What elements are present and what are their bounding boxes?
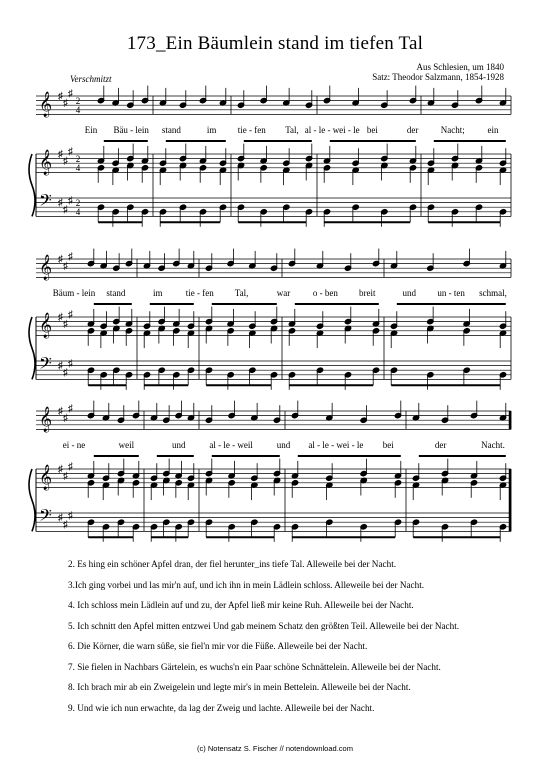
sharp-sign: ♯ <box>68 251 73 263</box>
verse-8: 8. Ich brach mir ab ein Zweigelein und legte mir's in mein Bettelein. Alleweile bei der Nacht. <box>68 682 411 692</box>
verse-7: 7. Sie fielen in Nachbars Gärtelein, es wuchs'n ein Paar schöne Schnättelein. Alleweile bei der Nacht. <box>68 661 441 672</box>
origin-credit: Aus Schlesien, um 1840 <box>416 62 504 72</box>
sharp-sign: ♯ <box>68 195 73 207</box>
verse-9: 9. Und wie ich nun erwachte, da lag der Zweig und lachte. Alleweile bei der Nacht. <box>68 702 375 713</box>
lyric-syllable: im <box>206 125 217 135</box>
piano-brace <box>29 154 35 216</box>
sharp-sign: ♯ <box>63 470 68 482</box>
lyric-syllable: Bäum - lein <box>52 288 96 298</box>
time-signature-bottom: 4 <box>75 207 81 217</box>
sharp-sign: ♯ <box>58 197 63 209</box>
sharp-sign: ♯ <box>68 88 73 100</box>
sharp-sign: ♯ <box>68 510 73 522</box>
verse-4: 4. Ich schloss mein Lädlein auf und zu, der Apfel ließ mir keine Ruh. Alleweile bei der Nacht. <box>68 600 414 610</box>
lyric-syllable: und <box>402 288 416 298</box>
sharp-sign: ♯ <box>63 519 68 531</box>
lyric-syllable: breit <box>359 288 376 298</box>
time-signature-bottom: 4 <box>75 163 81 173</box>
lyric-syllable: stand <box>161 125 181 135</box>
sharp-sign: ♯ <box>63 155 68 167</box>
sharp-sign: ♯ <box>58 254 63 265</box>
lyric-syllable: ei - ne <box>62 440 86 450</box>
sharp-sign: ♯ <box>58 312 63 323</box>
verse-6: 6. Die Körner, die warn süße, sie fiel'n mir vor die Füße. Alleweile bei der Nacht. <box>68 641 368 651</box>
lyric-syllable: weil <box>118 440 135 450</box>
lyric-syllable: al - le - wei - le <box>308 440 364 450</box>
lyric-syllable: im <box>153 288 163 298</box>
arrangement-credit: Satz: Theodor Salzmann, 1854-1928 <box>372 72 504 82</box>
sharp-sign: ♯ <box>58 464 63 475</box>
verse-2: 2. Es hing ein schöner Apfel dran, der fiel herunter_ins tiefe Tal. Alleweile bei der Nacht. <box>68 559 397 569</box>
sharp-sign: ♯ <box>58 91 63 102</box>
sharp-sign: ♯ <box>63 367 68 379</box>
sharp-sign: ♯ <box>68 403 73 415</box>
sharp-sign: ♯ <box>63 97 68 109</box>
lyric-syllable: Nacht. <box>481 440 505 450</box>
page-title: 173_Ein Bäumlein stand im tiefen Tal <box>126 33 424 54</box>
bass-clef: 𝄢 <box>39 192 52 214</box>
lyric-syllable: al - le - weil <box>209 440 253 450</box>
sharp-sign: ♯ <box>63 204 68 216</box>
lyric-syllable: Tal, <box>234 288 249 298</box>
lyric-syllable: Ein <box>84 125 98 135</box>
copyright-footer: (c) Notensatz S. Fischer // notendownload.com <box>197 744 353 753</box>
lyric-syllable: und <box>276 440 291 450</box>
verse-5: 5. Ich schnitt den Apfel mitten entzwei Und gab meinem Schatz den größten Teil. Alleweile bei der Nacht. <box>68 620 460 631</box>
lyric-syllable: stand <box>106 288 126 298</box>
time-signature-bottom: 4 <box>75 105 81 115</box>
lyric-syllable: Tal, <box>285 125 299 135</box>
lyric-syllable: bei <box>366 125 378 135</box>
bass-clef: 𝄢 <box>39 355 52 377</box>
treble-clef: 𝄞 <box>39 254 53 279</box>
time-signature-top: 2 <box>75 198 81 208</box>
lyric-syllable: und <box>172 440 186 450</box>
lyric-syllable: o - ben <box>312 288 338 298</box>
sharp-sign: ♯ <box>58 512 63 524</box>
sharp-sign: ♯ <box>68 146 73 158</box>
lyric-syllable: der <box>406 125 419 135</box>
lyric-syllable: ein <box>487 125 499 135</box>
treble-clef: 𝄞 <box>39 91 53 116</box>
treble-clef: 𝄞 <box>39 312 53 337</box>
sharp-sign: ♯ <box>68 461 73 473</box>
sharp-sign: ♯ <box>63 412 68 424</box>
verse-list <box>68 558 508 722</box>
sharp-sign: ♯ <box>68 309 73 321</box>
sharp-sign: ♯ <box>63 318 68 330</box>
sharp-sign: ♯ <box>58 360 63 372</box>
lyric-syllable: der <box>434 440 447 450</box>
lyric-syllable: bei <box>382 440 394 450</box>
sharp-sign: ♯ <box>68 358 73 370</box>
treble-clef: 𝄞 <box>39 464 53 489</box>
lyric-syllable: tie - fen <box>185 288 214 298</box>
lyric-syllable: tie - fen <box>237 125 266 135</box>
piano-brace <box>29 317 35 379</box>
lyric-syllable: Nacht; <box>440 125 465 135</box>
verse-3: 3.Ich ging vorbei und las mir'n auf, und ich ihn in mein Lädlein schloss. Alleweile bei der Nacht. <box>68 579 425 590</box>
lyric-syllable: Bäu - lein <box>113 125 149 135</box>
lyric-syllable: war <box>276 288 291 298</box>
piano-brace <box>29 469 35 531</box>
tempo-marking: Verschmitzt <box>70 74 112 84</box>
treble-clef: 𝄞 <box>39 149 53 174</box>
treble-clef: 𝄞 <box>39 406 53 431</box>
lyric-syllable: schmal, <box>479 288 507 298</box>
lyric-syllable: al - le - wei - le <box>304 125 360 135</box>
time-signature-top: 2 <box>75 96 81 106</box>
sharp-sign: ♯ <box>63 260 68 272</box>
sharp-sign: ♯ <box>58 406 63 417</box>
time-signature-top: 2 <box>75 154 81 164</box>
bass-clef: 𝄢 <box>39 507 52 529</box>
sharp-sign: ♯ <box>58 149 63 160</box>
lyric-syllable: un - ten <box>437 288 465 298</box>
